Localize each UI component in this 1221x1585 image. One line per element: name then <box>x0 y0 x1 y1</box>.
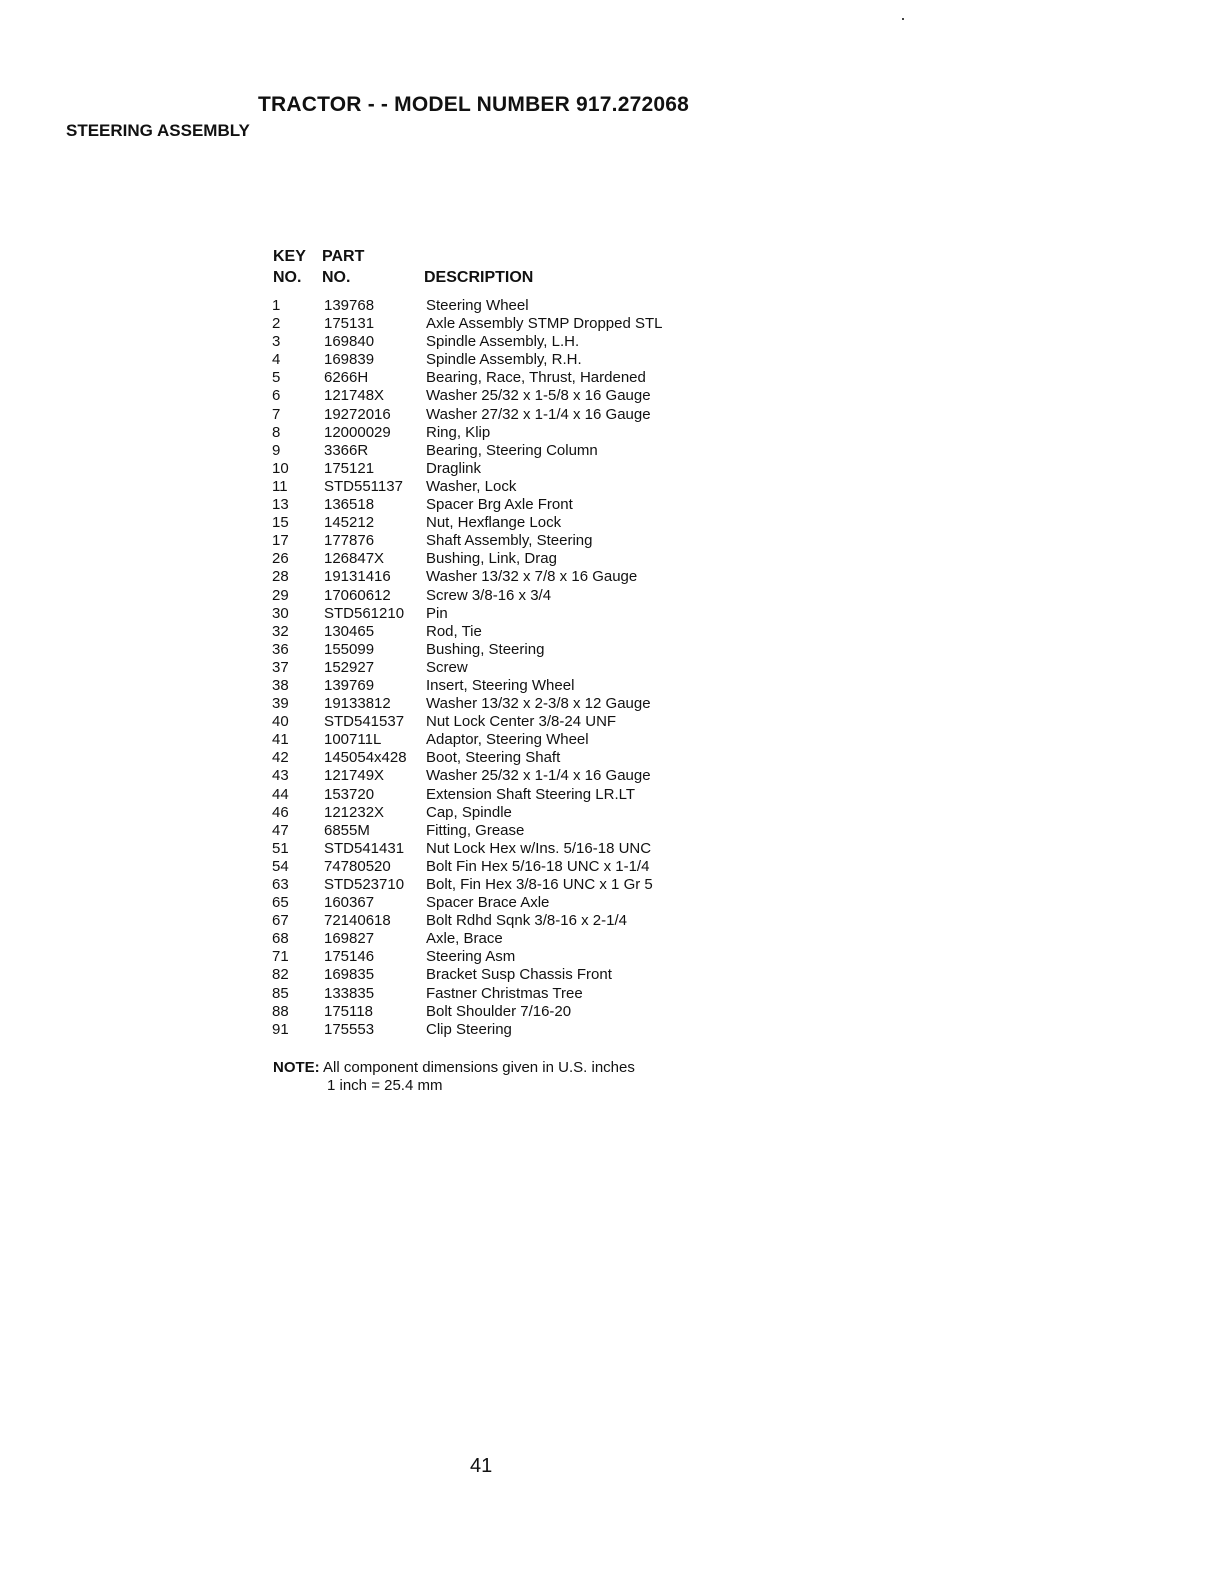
table-row <box>272 460 662 478</box>
description-cell: Fastner Christmas Tree <box>426 984 583 1002</box>
key-no-cell: 68 <box>272 930 289 948</box>
key-no-cell: 47 <box>272 821 289 839</box>
part-no-cell: 19131416 <box>324 568 391 586</box>
parts-table-body <box>272 297 662 1039</box>
description-cell: Bolt, Fin Hex 3/8-16 UNC x 1 Gr 5 <box>426 876 653 893</box>
part-no-cell: 155099 <box>324 640 375 658</box>
key-no-cell: 32 <box>272 622 289 640</box>
key-no-cell: 63 <box>272 876 289 893</box>
key-no-cell: 8 <box>272 423 281 441</box>
description-cell: Nut, Hexflange Lock <box>426 514 562 532</box>
description-cell: Steering Asm <box>426 948 516 966</box>
description-cell: Spindle Assembly, R.H. <box>426 351 582 369</box>
key-no-cell: 91 <box>272 1020 289 1038</box>
key-no-cell: 36 <box>272 640 289 658</box>
part-no-cell: 6266H <box>324 369 369 387</box>
part-no-cell: 139769 <box>324 676 375 694</box>
key-no-cell: 46 <box>272 803 289 821</box>
key-no-cell: 6 <box>272 387 281 405</box>
table-row <box>272 568 662 586</box>
description-cell: Insert, Steering Wheel <box>426 676 575 694</box>
section-title: STEERING ASSEMBLY <box>66 121 250 140</box>
part-no-cell: 139768 <box>324 297 375 314</box>
key-no-cell: 43 <box>272 767 289 785</box>
description-cell: Bearing, Steering Column <box>426 441 598 459</box>
part-no-cell: STD551137 <box>324 477 403 495</box>
table-row <box>272 966 662 984</box>
key-no-cell: 4 <box>272 351 281 369</box>
key-no-cell: 10 <box>272 459 289 477</box>
table-row <box>272 406 662 424</box>
description-cell: Bearing, Race, Thrust, Hardened <box>426 369 646 387</box>
part-no-cell: 12000029 <box>324 423 391 441</box>
part-no-cell: 175118 <box>324 1002 373 1020</box>
note <box>273 1059 635 1095</box>
description-cell: Steering Wheel <box>426 297 529 314</box>
key-no-cell: 40 <box>272 713 289 731</box>
key-no-cell: 15 <box>272 514 289 532</box>
table-row <box>272 550 662 568</box>
table-row <box>272 605 662 623</box>
key-no-cell: 39 <box>272 695 289 713</box>
key-no-cell: 38 <box>272 676 289 694</box>
table-row <box>272 641 662 659</box>
table-row <box>272 695 662 713</box>
table-row <box>272 297 662 315</box>
column-header-description: DESCRIPTION <box>424 269 534 286</box>
description-cell: Spacer Brace Axle <box>426 894 550 912</box>
note-conversion: 1 inch = 25.4 mm <box>327 1077 443 1094</box>
parts-table <box>272 297 662 1039</box>
table-row <box>272 587 662 605</box>
key-no-cell: 82 <box>272 966 289 984</box>
table-row <box>272 351 662 369</box>
description-cell: Washer 25/32 x 1-1/4 x 16 Gauge <box>426 767 651 785</box>
table-row <box>272 514 662 532</box>
table-row <box>272 532 662 550</box>
description-cell: Nut Lock Center 3/8-24 UNF <box>426 713 617 731</box>
table-row <box>272 1003 662 1021</box>
description-cell: Boot, Steering Shaft <box>426 749 561 767</box>
key-no-cell: 30 <box>272 604 289 622</box>
description-cell: Bushing, Link, Drag <box>426 550 557 568</box>
part-no-cell: STD561210 <box>324 604 405 622</box>
part-no-cell: 169827 <box>324 930 375 948</box>
key-no-cell: 26 <box>272 550 289 568</box>
part-no-cell: 175131 <box>324 315 375 333</box>
table-row <box>272 804 662 822</box>
part-no-cell: 133835 <box>324 984 375 1002</box>
table-row <box>272 767 662 785</box>
part-no-cell: STD541431 <box>324 839 405 857</box>
stray-mark <box>902 18 904 20</box>
description-cell: Bolt Shoulder 7/16-20 <box>426 1002 572 1020</box>
column-header-part-line2: NO. <box>322 269 351 286</box>
part-no-cell: STD523710 <box>324 876 405 893</box>
table-row <box>272 749 662 767</box>
part-no-cell: 6855M <box>324 821 370 839</box>
key-no-cell: 28 <box>272 568 289 586</box>
table-row <box>272 786 662 804</box>
description-cell: Axle Assembly STMP Dropped STL <box>426 315 663 333</box>
key-no-cell: 11 <box>272 477 288 495</box>
part-no-cell: 17060612 <box>324 586 391 604</box>
part-no-cell: 121749X <box>324 767 385 785</box>
description-cell: Bushing, Steering <box>426 640 545 658</box>
description-cell: Screw <box>426 658 468 676</box>
part-no-cell: 175121 <box>324 459 375 477</box>
column-header-key-line2: NO. <box>273 269 302 286</box>
part-no-cell: 175146 <box>324 948 375 966</box>
key-no-cell: 5 <box>272 369 281 387</box>
key-no-cell: 88 <box>272 1002 289 1020</box>
column-header-part-line1: PART <box>322 248 365 265</box>
part-no-cell: 169835 <box>324 966 375 984</box>
part-no-cell: 100711L <box>324 731 382 749</box>
description-cell: Bolt Rdhd Sqnk 3/8-16 x 2-1/4 <box>426 912 627 930</box>
part-no-cell: 130465 <box>324 622 375 640</box>
table-row <box>272 948 662 966</box>
description-cell: Spacer Brg Axle Front <box>426 496 573 514</box>
table-row <box>272 876 662 894</box>
table-row <box>272 912 662 930</box>
table-row <box>272 333 662 351</box>
description-cell: Clip Steering <box>426 1020 512 1038</box>
key-no-cell: 41 <box>272 731 289 749</box>
table-row <box>272 1021 662 1039</box>
table-row <box>272 442 662 460</box>
key-no-cell: 65 <box>272 894 289 912</box>
part-no-cell: 136518 <box>324 496 375 514</box>
part-no-cell: 121232X <box>324 803 385 821</box>
table-row <box>272 478 662 496</box>
description-cell: Bolt Fin Hex 5/16-18 UNC x 1-1/4 <box>426 857 650 875</box>
part-no-cell: 72140618 <box>324 912 391 930</box>
table-row <box>272 985 662 1003</box>
description-cell: Ring, Klip <box>426 423 491 441</box>
table-row <box>272 677 662 695</box>
note-text: All component dimensions given in U.S. inches <box>323 1059 635 1076</box>
key-no-cell: 42 <box>272 749 289 767</box>
table-row <box>272 894 662 912</box>
part-no-cell: 74780520 <box>324 857 391 875</box>
description-cell: Washer 13/32 x 2-3/8 x 12 Gauge <box>426 695 651 713</box>
part-no-cell: STD541537 <box>324 713 405 731</box>
key-no-cell: 67 <box>272 912 289 930</box>
key-no-cell: 1 <box>272 297 281 314</box>
page-title: TRACTOR - - MODEL NUMBER 917.272068 <box>258 93 689 116</box>
key-no-cell: 3 <box>272 333 281 351</box>
key-no-cell: 71 <box>272 948 289 966</box>
key-no-cell: 17 <box>272 532 289 550</box>
key-no-cell: 9 <box>272 441 281 459</box>
part-no-cell: 145212 <box>324 514 375 532</box>
note-label: NOTE: <box>273 1059 320 1076</box>
part-no-cell: 152927 <box>324 658 375 676</box>
description-cell: Screw 3/8-16 x 3/4 <box>426 586 552 604</box>
description-cell: Adaptor, Steering Wheel <box>426 731 589 749</box>
table-row <box>272 858 662 876</box>
description-cell: Washer, Lock <box>426 477 517 495</box>
part-no-cell: 153720 <box>324 785 375 803</box>
key-no-cell: 51 <box>272 839 289 857</box>
description-cell: Cap, Spindle <box>426 803 512 821</box>
part-no-cell: 160367 <box>324 894 375 912</box>
table-row <box>272 731 662 749</box>
table-row <box>272 840 662 858</box>
key-no-cell: 85 <box>272 984 289 1002</box>
part-no-cell: 177876 <box>324 532 375 550</box>
description-cell: Draglink <box>426 459 482 477</box>
table-row <box>272 713 662 731</box>
key-no-cell: 54 <box>272 857 289 875</box>
part-no-cell: 126847X <box>324 550 385 568</box>
part-no-cell: 169840 <box>324 333 375 351</box>
table-row <box>272 930 662 948</box>
description-cell: Axle, Brace <box>426 930 503 948</box>
key-no-cell: 44 <box>272 785 289 803</box>
description-cell: Washer 27/32 x 1-1/4 x 16 Gauge <box>426 405 651 423</box>
description-cell: Spindle Assembly, L.H. <box>426 333 580 351</box>
description-cell: Pin <box>426 604 448 622</box>
table-row <box>272 387 662 405</box>
column-header-key-line1: KEY <box>273 248 306 265</box>
table-row <box>272 623 662 641</box>
description-cell: Bracket Susp Chassis Front <box>426 966 612 984</box>
key-no-cell: 13 <box>272 496 289 514</box>
table-row <box>272 822 662 840</box>
table-row <box>272 424 662 442</box>
table-row <box>272 496 662 514</box>
description-cell: Washer 25/32 x 1-5/8 x 16 Gauge <box>426 387 651 405</box>
key-no-cell: 2 <box>272 315 281 333</box>
description-cell: Shaft Assembly, Steering <box>426 532 593 550</box>
description-cell: Nut Lock Hex w/Ins. 5/16-18 UNC <box>426 839 652 857</box>
table-row <box>272 369 662 387</box>
part-no-cell: 19272016 <box>324 405 391 423</box>
table-row <box>272 315 662 333</box>
part-no-cell: 19133812 <box>324 695 391 713</box>
table-row <box>272 659 662 677</box>
part-no-cell: 145054x428 <box>324 749 407 767</box>
page-number: 41 <box>470 1455 493 1477</box>
description-cell: Washer 13/32 x 7/8 x 16 Gauge <box>426 568 638 586</box>
key-no-cell: 37 <box>272 658 289 676</box>
part-no-cell: 121748X <box>324 387 385 405</box>
description-cell: Fitting, Grease <box>426 821 525 839</box>
key-no-cell: 29 <box>272 586 289 604</box>
part-no-cell: 3366R <box>324 441 369 459</box>
key-no-cell: 7 <box>272 405 281 423</box>
part-no-cell: 175553 <box>324 1020 375 1038</box>
part-no-cell: 169839 <box>324 351 375 369</box>
description-cell: Rod, Tie <box>426 622 482 640</box>
description-cell: Extension Shaft Steering LR.LT <box>426 785 636 803</box>
